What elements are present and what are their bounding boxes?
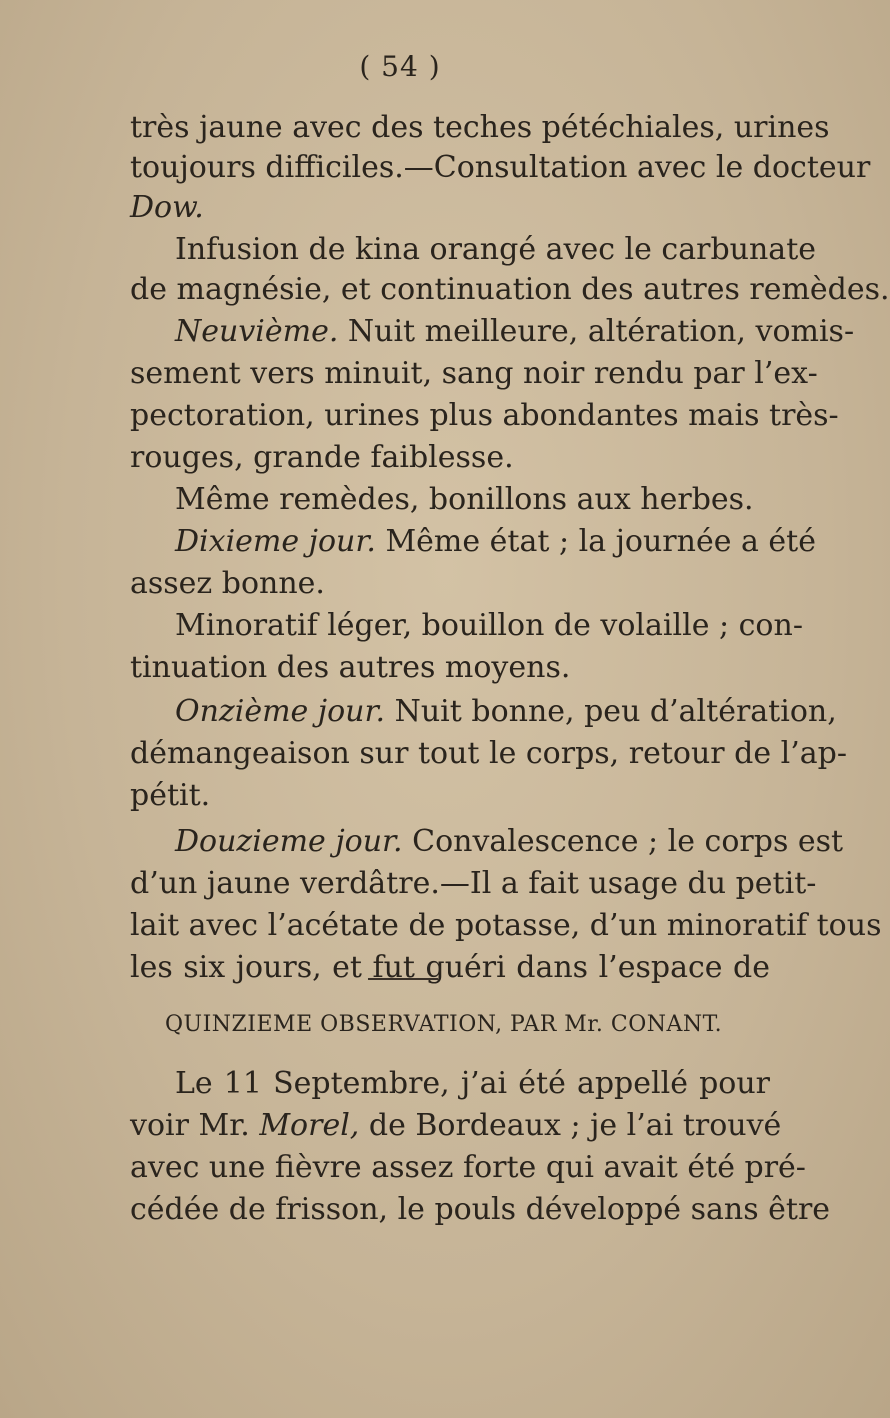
text-line: tinuation des autres moyens. (130, 650, 571, 685)
text-line: Douzieme jour. Convalescence ; le corps est (175, 824, 844, 859)
text-line: Neuvième. Nuit meilleure, altération, vomis- (175, 314, 855, 349)
text-line: Infusion de kina orangé avec le carbunate (175, 232, 817, 267)
text-line: assez bonne. (130, 566, 325, 601)
page-number: ( 54 ) (359, 50, 441, 83)
section-divider (368, 978, 438, 980)
text-line: voir Mr. Morel, de Bordeaux ; je l’ai trouvé (130, 1108, 782, 1143)
text-line: avec une fièvre assez forte qui avait été pré- (130, 1150, 806, 1185)
text-line: d’un jaune verdâtre.—Il a fait usage du petit- (130, 866, 817, 901)
text-line: Même remèdes, bonillons aux herbes. (175, 482, 754, 517)
text-line: très jaune avec des teches pétéchiales, urines (130, 110, 830, 145)
text-line: Minoratif léger, bouillon de volaille ; con- (175, 608, 803, 643)
text-line: pétit. (130, 778, 211, 813)
text-line: Le 11 Septembre, j’ai été appellé pour (175, 1066, 770, 1101)
text-line: sement vers minuit, sang noir rendu par l’ex- (130, 356, 818, 391)
text-line: Onzième jour. Nuit bonne, peu d’altération, (175, 694, 837, 729)
text-line: cédée de frisson, le pouls développé sans être (130, 1192, 831, 1227)
section-heading: QUINZIEME OBSERVATION, PAR Mr. CONANT. (165, 1012, 723, 1037)
text-line: démangeaison sur tout le corps, retour de l’ap- (130, 736, 848, 771)
text-line: pectoration, urines plus abondantes mais très- (130, 398, 839, 433)
text-line: toujours difficiles.—Consultation avec le docteur (130, 150, 871, 185)
text-line: de magnésie, et continuation des autres remèdes. (130, 272, 890, 307)
text-line: les six jours, et fut guéri dans l’espace de (130, 950, 770, 985)
text-line: Dixieme jour. Même état ; la journée a été (175, 524, 816, 559)
text-line: Dow. (130, 190, 204, 225)
text-line: rouges, grande faiblesse. (130, 440, 514, 475)
text-line: lait avec l’acétate de potasse, d’un minoratif tous (130, 908, 882, 943)
